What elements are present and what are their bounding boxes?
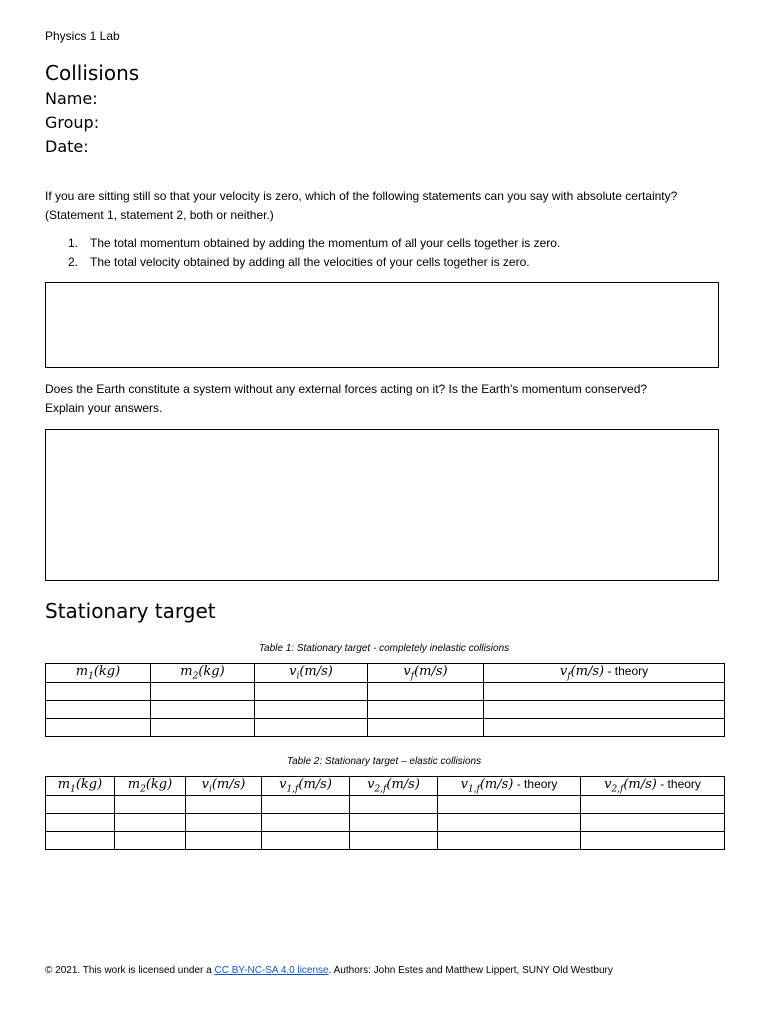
page-header: Physics 1 Lab bbox=[45, 29, 120, 43]
question-2-line-2: Explain your answers. bbox=[45, 401, 163, 415]
question-1-line-1: If you are sitting still so that your velocity is zero, which of the following statements can you say with absolute certainty? bbox=[45, 189, 678, 203]
list-item bbox=[68, 234, 560, 253]
column-header-v1f: $v_{1,f}(m/s)$ bbox=[262, 777, 350, 796]
footer-suffix: . Authors: John Estes and Matthew Lippert, SUNY Old Westbury bbox=[328, 965, 613, 976]
table-row bbox=[46, 813, 725, 831]
answer-box-1[interactable] bbox=[45, 282, 719, 368]
table-2-caption: Table 2: Stationary target – elastic collisions bbox=[286, 756, 482, 767]
name-field-label: Name: bbox=[45, 89, 98, 108]
table-row bbox=[46, 795, 725, 813]
answer-box-2[interactable] bbox=[45, 429, 719, 581]
table-row bbox=[46, 831, 725, 849]
table-1-caption: Table 1: Stationary target - completely inelastic collisions bbox=[258, 643, 510, 654]
column-header-m1: $m_1(kg)$ bbox=[46, 777, 115, 796]
question-1-line-2: (Statement 1, statement 2, both or neither.) bbox=[45, 208, 274, 222]
column-header-m2: $m_2(kg)$ bbox=[151, 664, 255, 683]
table-row bbox=[46, 700, 725, 718]
group-field-label: Group: bbox=[45, 113, 100, 132]
table-row bbox=[46, 682, 725, 700]
list-item bbox=[68, 253, 560, 272]
column-header-v1f-theory: $v_{1,f}(m/s)$ - theory bbox=[438, 777, 581, 796]
question-2-line-1: Does the Earth constitute a system without any external forces acting on it? Is the Earth’s momentum conserved? bbox=[45, 382, 648, 396]
list-item-text: The total momentum obtained by adding the momentum of all your cells together is zero. bbox=[90, 236, 561, 250]
list-item-number: 1. bbox=[68, 236, 79, 250]
statement-list bbox=[68, 234, 560, 272]
footer-prefix: © 2021. This work is licensed under a bbox=[45, 965, 215, 976]
section-title: Stationary target bbox=[45, 599, 216, 623]
list-item-text: The total velocity obtained by adding all the velocities of your cells together is zero. bbox=[90, 255, 530, 269]
table-2 bbox=[45, 776, 725, 850]
page-title: Collisions bbox=[45, 61, 140, 85]
column-header-vf-theory: $v_f(m/s)$ - theory bbox=[484, 664, 725, 683]
list-item-number: 2. bbox=[68, 255, 79, 269]
column-header-v2f: $v_{2,f}(m/s)$ bbox=[350, 777, 438, 796]
date-field-label: Date: bbox=[45, 137, 89, 156]
question-1 bbox=[45, 187, 725, 225]
question-2 bbox=[45, 380, 725, 418]
footer bbox=[45, 965, 613, 976]
table-header-row bbox=[46, 777, 725, 796]
column-header-m2: $m_2(kg)$ bbox=[115, 777, 186, 796]
column-header-m1: $m_1(kg)$ bbox=[46, 664, 151, 683]
column-header-vi: $v_i(m/s)$ bbox=[186, 777, 262, 796]
column-header-v2f-theory: $v_{2,f}(m/s)$ - theory bbox=[581, 777, 725, 796]
table-header-row bbox=[46, 664, 725, 683]
column-header-vi: $v_i(m/s)$ bbox=[255, 664, 368, 683]
table-row bbox=[46, 718, 725, 736]
column-header-vf: $v_f(m/s)$ bbox=[368, 664, 484, 683]
license-link[interactable]: CC BY-NC-SA 4.0 license bbox=[214, 965, 329, 976]
table-1 bbox=[45, 663, 725, 737]
